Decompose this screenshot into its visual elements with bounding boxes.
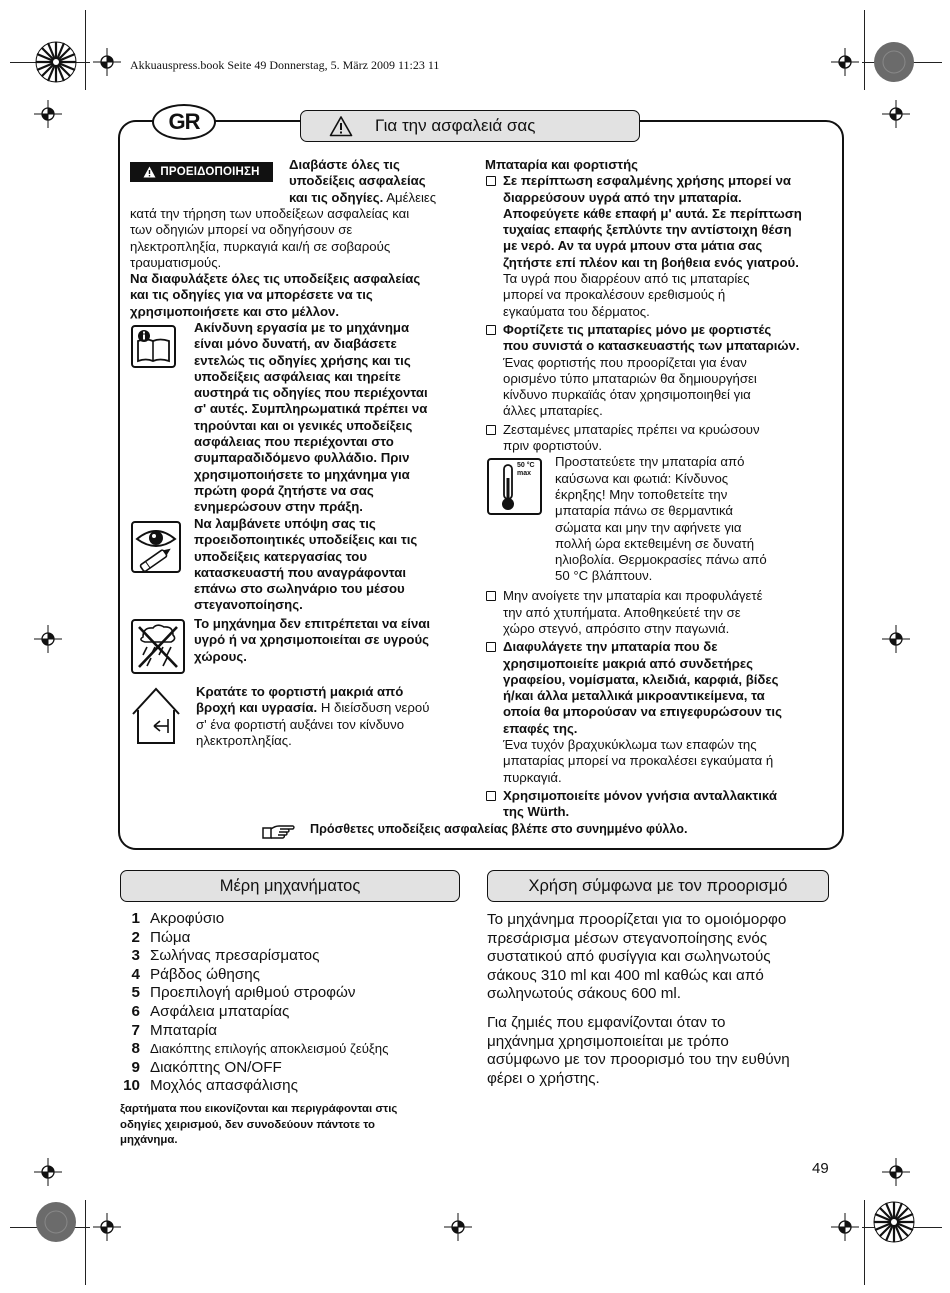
- list-item: 7 Μπαταρία: [131, 1021, 218, 1039]
- parts-title-bar: [120, 870, 460, 902]
- registration-mark-icon: [872, 1200, 916, 1244]
- list-item: Διαφυλάγετε την μπαταρία που δε χρησιμοποιείτε μακριά από συνδετήρες γραφείου, νομίσματα, κλειδιά, καρφιά, βίδες ή/και άλλα μεταλλικά μικροαντικείμενα, τα οποία θα μπορούσαν να επιγεφυρώσουν τις επαφές της. Ένα τυχόν βραχυκύκλωμα των επαφών της μπαταρίας μπορεί να προκαλέσει εγκαύματα ή πυρκαγιά.: [485, 639, 825, 786]
- indoor-use-house-icon: [130, 686, 182, 746]
- list-item: 3 Σωλήνας πρεσαρίσματος: [131, 947, 320, 965]
- pointing-hand-icon: [262, 823, 296, 841]
- list-item: Σε περίπτωση εσφαλμένης χρήσης μπορεί να διαρρεύσουν υγρά από την μπαταρία. Αποφεύγετε κάθε επαφή μ' αυτά. Σε περίπτωση τυχαίας επαφής ξεπλύντε την αντίστοιχη θέση με νερό. Αν τα υγρά μπουν στα μάτια σας ζητήστε επί πλέον και τη βοήθεια ενός γιατρού. Τα υγρά που διαρρέουν από τις μπαταρίες μπορεί να προκαλέσουν ερεθισμούς ή εγκαύματα του δέρματος.: [485, 173, 825, 320]
- country-badge: GR: [152, 104, 216, 140]
- wet-use-text: Το μηχάνημα δεν επιτρέπεται να είναι υγρό ή να χρησιμοποιείται σε υγρούς χώρους.: [194, 616, 431, 664]
- parts-title: Μέρη μηχανήματος: [219, 876, 361, 895]
- list-item: Φορτίζετε τις μπαταρίες μόνο με φορτιστές που συνιστά ο κατασκευαστής των μπαταριών. Ένας φορτιστής που προορίζεται για έναν ορισμένο τύπο μπαταριών θα δημιουργήσει κίνδυνο πυρκαϊάς όταν χρησιμοποιηθεί για άλλες μπαταρίες.: [485, 322, 825, 420]
- checkbox-bullet-icon: [486, 176, 496, 186]
- checkbox-bullet-icon: [486, 591, 496, 601]
- list-item: 6 Ασφάλεια μπαταρίας: [131, 1002, 290, 1020]
- crosshair-icon: [882, 1158, 910, 1186]
- list-item: 2 Πώμα: [131, 928, 191, 946]
- list-item: 4 Ράβδος ώθησης: [131, 965, 260, 983]
- list-item: Χρησιμοποιείτε μόνον γνήσια ανταλλακτικά της Würth.: [485, 788, 825, 821]
- crosshair-icon: [93, 48, 121, 76]
- usage-paragraph: Το μηχάνημα προορίζεται για το ομοιόμορφο πρεσάρισμα μέσων στεγανοποίησης ενός συστατικού από φυσίγγια και σωληνωτούς σάκους 310 ml και 400 ml καθώς και από σωληνωτούς σάκους 600 ml.: [487, 911, 787, 1003]
- crosshair-icon: [831, 1213, 859, 1241]
- crosshair-icon: [34, 1158, 62, 1186]
- parts-note: ξαρτήματα που εικονίζονται και περιγράφονται στις οδηγίες χειρισμού, δεν συνοδεύουν πάντοτε το μηχάνημα.: [120, 1103, 398, 1147]
- list-item: 5 Προεπιλογή αριθμού στροφών: [131, 984, 356, 1002]
- no-wet-use-icon: [131, 619, 185, 674]
- battery-section: [485, 157, 825, 821]
- warning-body: κατά την τήρηση των υποδείξεων ασφαλείας και των οδηγιών μπορεί να οδηγήσουν σε ηλεκτροπληξία, πυρκαγιά και/ή σε σοβαρούς τραυματισμούς.: [130, 206, 410, 270]
- warning-badge-label: ΠΡΟΕΙΔΟΠΟΙΗΣΗ: [160, 166, 260, 178]
- list-item: Μην ανοίγετε την μπαταρία και προφυλάγετέ την από χτυπήματα. Αποθηκεύετέ την σε χώρο στεγνό, απρόσιτο στην παγωνιά.: [485, 588, 825, 637]
- safety-title-bar: [300, 110, 640, 142]
- checkbox-bullet-icon: [486, 325, 496, 335]
- warning-badge: [130, 162, 273, 182]
- read-manual-icon: [131, 325, 176, 368]
- crosshair-icon: [93, 1213, 121, 1241]
- registration-mark-icon: [34, 40, 78, 84]
- crosshair-icon: [831, 48, 859, 76]
- parts-list: [118, 910, 389, 1096]
- usage-title: Χρήση σύμφωνα με τον προορισμό: [528, 876, 788, 895]
- safety-footnote: Πρόσθετες υποδείξεις ασφαλείας βλέπε στο συνημμένο φύλλο.: [310, 822, 688, 836]
- crosshair-icon: [444, 1213, 472, 1241]
- crosshair-icon: [34, 625, 62, 653]
- page-title: Για την ασφαλειά σας: [375, 116, 536, 135]
- checkbox-bullet-icon: [486, 791, 496, 801]
- list-item: Ζεσταμένες μπαταρίες πρέπει να κρυώσουν πριν φορτιστούν.: [485, 422, 825, 455]
- crosshair-icon: [882, 625, 910, 653]
- color-dot-icon: [872, 40, 916, 84]
- thermometer-label: 50 °C: [517, 462, 535, 470]
- list-item: 9 Διακόπτης ON/OFF: [131, 1058, 282, 1076]
- rain-warning-text: Κρατάτε το φορτιστή μακριά από βροχή και υγρασία. Η διείσδυση νερού σ' ένα φορτιστή αυξάνει τον κίνδυνο ηλεκτροπληξίας.: [196, 684, 430, 748]
- usage-title-bar: [487, 870, 829, 902]
- checkbox-bullet-icon: [486, 642, 496, 652]
- warning-triangle-icon: [143, 166, 156, 178]
- heat-warning-text: Προστατεύετε την μπαταρία από καύσωνα και φωτιά: Κίνδυνος έκρηξης! Μην τοποθετείτε την μπαταρία πάνω σε θερμαντικά σώματα και μην την αφήνετε για πολλή ώρα εκτεθειμένη σε δυνατή ηλιοβολία. Θερμοκρασίες πάνω από 50 °C βλάπτουν.: [555, 454, 767, 584]
- battery-heading: Μπαταρία και φορτιστής: [485, 157, 639, 172]
- manual-text: Ακίνδυνη εργασία με το μηχάνημα είναι μόνο δυνατή, αν διαβάσετε εντελώς τις οδηγίες χρήσης και τις υποδείξεις ασφάλειας και τηρείτε αυστηρά τις οδηγίες που περιέχονται σ' αυτές. Συμπληρωματικά πρέπει να τηρούνται και οι γενικές υποδείξεις ασφάλειας που περιέχονται στο συμπαραδιδόμενο φυλλάδιο. Πριν χρησιμοποιήσετε το μηχάνημα για πρώτη φορά ζητήστε να σας ενημερώσουν στην πράξη.: [194, 320, 428, 515]
- eye-cartridge-icon: [131, 521, 181, 573]
- page-number: 49: [812, 1160, 829, 1177]
- print-header: Akkuauspress.book Seite 49 Donnerstag, 5. März 2009 11:23 11: [130, 58, 440, 72]
- warning-triangle-icon: [329, 115, 353, 137]
- list-item: 8 Διακόπτης επιλογής αποκλεισμού ζεύξης: [131, 1040, 389, 1058]
- crosshair-icon: [34, 100, 62, 128]
- usage-text: [487, 911, 835, 1088]
- crosshair-icon: [882, 100, 910, 128]
- color-dot-icon: [34, 1200, 78, 1244]
- keep-instructions-text: Να διαφυλάξετε όλες τις υποδείξεις ασφαλείας και τις οδηγίες για να μπορέσετε να τις χρησιμοποιήσετε και στο μέλλον.: [130, 271, 421, 319]
- heat-warning: [485, 454, 825, 586]
- list-item: 10 Μοχλός απασφάλισης: [123, 1077, 298, 1095]
- checkbox-bullet-icon: [486, 425, 496, 435]
- usage-paragraph: Για ζημιές που εμφανίζονται όταν το μηχάνημα χρησιμοποιείται με τρόπο ασύμφωνο με τον προορισμό του την ευθύνη φέρει ο χρήστης.: [487, 1013, 790, 1087]
- eye-warning-text: Να λαμβάνετε υπόψη σας τις προειδοποιητικές υποδείξεις και τις υποδείξεις κατεργασίας του κατασκευαστή που αναγράφονται επάνω στο σωληνάριο του μέσου στεγανοποίησης.: [194, 516, 418, 613]
- warning-lead: Διαβάστε όλες τις υποδείξεις ασφαλείας και τις οδηγίες. Αμέλειες: [289, 157, 437, 205]
- thermometer-label: max: [517, 470, 532, 478]
- list-item: 1 Ακροφύσιο: [131, 910, 225, 927]
